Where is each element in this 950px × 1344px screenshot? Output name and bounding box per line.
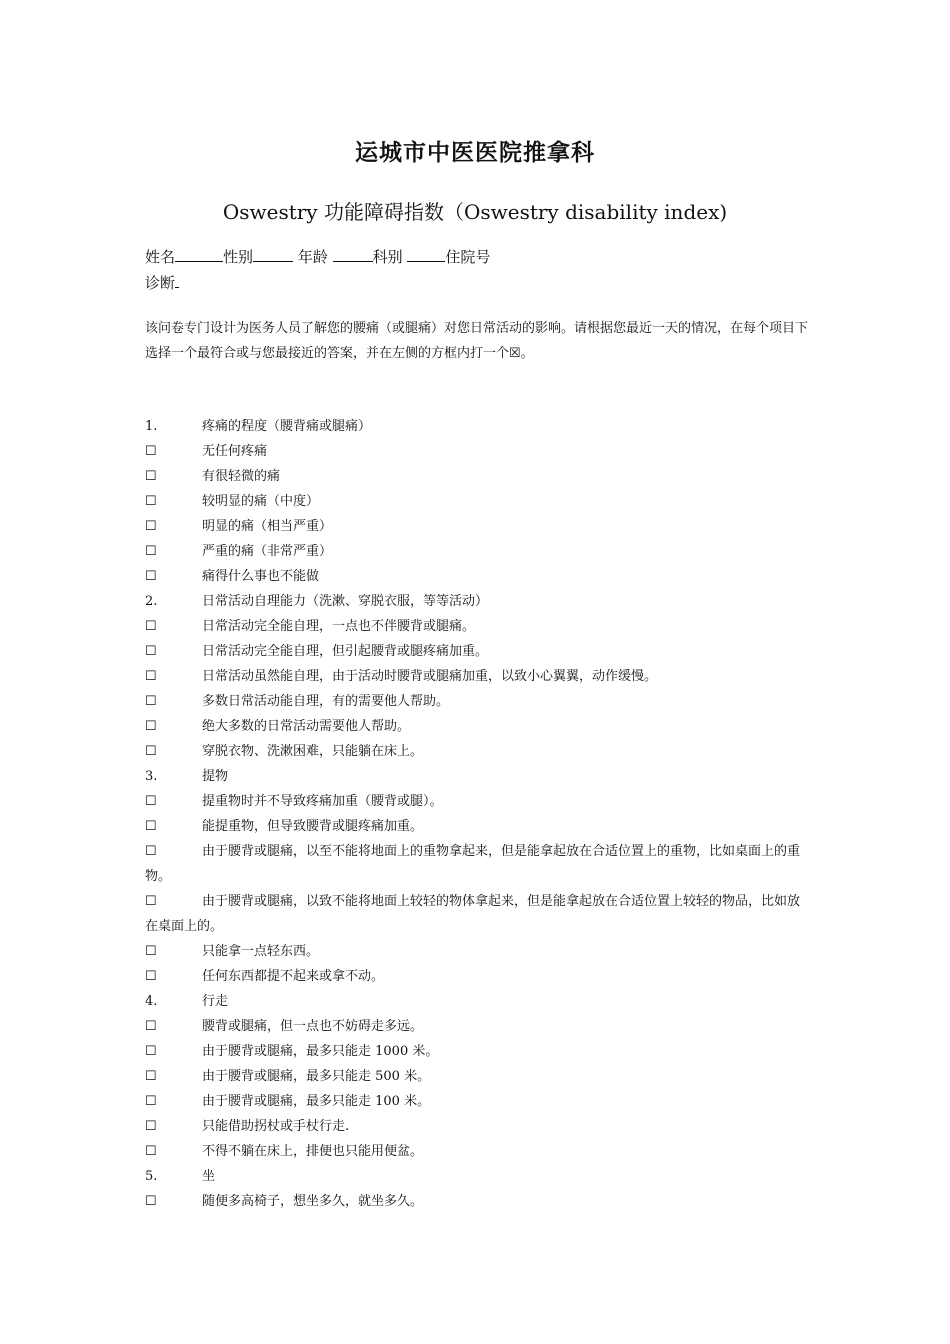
section-title: 日常活动自理能力（洗漱、穿脱衣服，等等活动） bbox=[202, 594, 489, 609]
checkbox-icon[interactable]: ☐ bbox=[145, 669, 157, 684]
question-list bbox=[145, 414, 811, 1214]
checkbox-icon[interactable]: ☐ bbox=[145, 694, 157, 709]
option-label: 明显的痛（相当严重） bbox=[202, 519, 333, 534]
option-item bbox=[145, 664, 811, 689]
option-label: 由于腰背或腿痛，以致不能将地面上较轻的物体拿起来，但是能拿起放在合适位置上较轻的物品，比如放在桌面上的。 bbox=[145, 894, 801, 934]
checkbox-icon[interactable]: ☐ bbox=[145, 544, 157, 559]
option-label: 由于腰背或腿痛，最多只能走 1000 米。 bbox=[202, 1044, 439, 1059]
option-item bbox=[145, 789, 811, 814]
name-blank[interactable] bbox=[175, 247, 223, 262]
diagnosis-blank[interactable] bbox=[175, 273, 179, 288]
option-label: 较明显的痛（中度） bbox=[202, 494, 320, 509]
section-number: 4. bbox=[145, 994, 158, 1009]
gender-blank[interactable] bbox=[253, 247, 293, 262]
checkbox-icon[interactable]: ☐ bbox=[145, 844, 157, 859]
section-heading bbox=[145, 989, 811, 1014]
option-label: 能提重物，但导致腰背或腿疼痛加重。 bbox=[202, 819, 424, 834]
option-item bbox=[145, 1189, 811, 1214]
document-title: 运城市中医医院推拿科 bbox=[355, 139, 595, 166]
name-label: 姓名 bbox=[145, 248, 176, 266]
option-label: 严重的痛（非常严重） bbox=[202, 544, 333, 559]
option-item bbox=[145, 1139, 811, 1164]
option-label: 由于腰背或腿痛，以至不能将地面上的重物拿起来，但是能拿起放在合适位置上的重物，比如桌面上的重物。 bbox=[145, 844, 801, 884]
option-item bbox=[145, 1064, 811, 1089]
option-item bbox=[145, 1014, 811, 1039]
checkbox-icon[interactable]: ☐ bbox=[145, 1069, 157, 1084]
option-item bbox=[145, 1039, 811, 1064]
checkbox-icon[interactable]: ☐ bbox=[145, 1044, 157, 1059]
option-item bbox=[145, 739, 811, 764]
option-label: 无任何疼痛 bbox=[202, 444, 268, 459]
option-label: 由于腰背或腿痛，最多只能走 500 米。 bbox=[202, 1069, 431, 1084]
option-item bbox=[145, 689, 811, 714]
option-item bbox=[145, 539, 811, 564]
checkbox-icon[interactable]: ☐ bbox=[145, 744, 157, 759]
option-label: 日常活动虽然能自理，由于活动时腰背或腿痛加重，以致小心翼翼，动作缓慢。 bbox=[202, 669, 658, 684]
department-label: 科别 bbox=[372, 248, 403, 266]
section-number: 2. bbox=[145, 594, 158, 609]
section-heading bbox=[145, 414, 811, 439]
option-item bbox=[145, 614, 811, 639]
option-item bbox=[145, 714, 811, 739]
checkbox-icon[interactable]: ☐ bbox=[145, 619, 157, 634]
checkbox-icon[interactable]: ☐ bbox=[145, 494, 157, 509]
option-label: 多数日常活动能自理，有的需要他人帮助。 bbox=[202, 694, 450, 709]
option-label: 痛得什么事也不能做 bbox=[202, 569, 320, 584]
document-subtitle: Oswestry 功能障碍指数（Oswestry disability index) bbox=[222, 200, 728, 224]
option-label: 提重物时并不导致疼痛加重（腰背或腿）。 bbox=[202, 794, 443, 809]
option-item bbox=[145, 1089, 811, 1114]
option-label: 由于腰背或腿痛，最多只能走 100 米。 bbox=[202, 1094, 431, 1109]
option-label: 腰背或腿痛，但一点也不妨碍走多远。 bbox=[202, 1019, 424, 1034]
diagnosis-label: 诊断 bbox=[145, 274, 176, 292]
checkbox-icon[interactable]: ☐ bbox=[145, 894, 157, 909]
intro-paragraph: 该问卷专门设计为医务人员了解您的腰痛（或腿痛）对您日常活动的影响。请根据您最近一天的情况，在每个项目下选择一个最符合或与您最接近的答案，并在左侧的方框内打一个☒。 bbox=[145, 321, 809, 361]
option-item bbox=[145, 964, 811, 989]
checkbox-icon[interactable]: ☐ bbox=[145, 1194, 157, 1209]
diagnosis-line bbox=[145, 272, 179, 293]
option-item bbox=[145, 839, 811, 889]
section-number: 1. bbox=[145, 419, 158, 434]
option-item bbox=[145, 1114, 811, 1139]
option-item bbox=[145, 439, 811, 464]
checkbox-icon[interactable]: ☐ bbox=[145, 944, 157, 959]
section-title: 提物 bbox=[202, 769, 229, 784]
checkbox-icon[interactable]: ☐ bbox=[145, 1144, 157, 1159]
option-label: 绝大多数的日常活动需要他人帮助。 bbox=[202, 719, 411, 734]
section-title: 坐 bbox=[202, 1169, 216, 1184]
option-label: 任何东西都提不起来或拿不动。 bbox=[202, 969, 385, 984]
patient-info-line bbox=[145, 246, 490, 267]
option-item bbox=[145, 564, 811, 589]
option-label: 随便多高椅子，想坐多久，就坐多久。 bbox=[202, 1194, 424, 1209]
checkbox-icon[interactable]: ☐ bbox=[145, 819, 157, 834]
checkbox-icon[interactable]: ☐ bbox=[145, 469, 157, 484]
option-item bbox=[145, 889, 811, 939]
section-heading bbox=[145, 1164, 811, 1189]
checkbox-icon[interactable]: ☐ bbox=[145, 444, 157, 459]
section-title: 疼痛的程度（腰背痛或腿痛） bbox=[202, 419, 372, 434]
section-heading bbox=[145, 589, 811, 614]
gender-label: 性别 bbox=[223, 248, 254, 266]
hospital-no-label: 住院号 bbox=[445, 248, 491, 266]
option-item bbox=[145, 939, 811, 964]
section-title: 行走 bbox=[202, 994, 229, 1009]
section-number: 3. bbox=[145, 769, 158, 784]
checkbox-icon[interactable]: ☐ bbox=[145, 1019, 157, 1034]
checkbox-icon[interactable]: ☐ bbox=[145, 519, 157, 534]
option-item bbox=[145, 464, 811, 489]
option-label: 只能借助拐杖或手杖行走. bbox=[202, 1119, 350, 1134]
department-blank[interactable] bbox=[407, 247, 445, 262]
option-label: 只能拿一点轻东西。 bbox=[202, 944, 320, 959]
checkbox-icon[interactable]: ☐ bbox=[145, 719, 157, 734]
age-blank[interactable] bbox=[333, 247, 373, 262]
checkbox-icon[interactable]: ☐ bbox=[145, 794, 157, 809]
option-label: 穿脱衣物、洗漱困难，只能躺在床上。 bbox=[202, 744, 424, 759]
checkbox-icon[interactable]: ☐ bbox=[145, 644, 157, 659]
option-item bbox=[145, 639, 811, 664]
checkbox-icon[interactable]: ☐ bbox=[145, 569, 157, 584]
checkbox-icon[interactable]: ☐ bbox=[145, 1094, 157, 1109]
option-item bbox=[145, 514, 811, 539]
checkbox-icon[interactable]: ☐ bbox=[145, 1119, 157, 1134]
option-label: 日常活动完全能自理，但引起腰背或腿疼痛加重。 bbox=[202, 644, 489, 659]
option-label: 不得不躺在床上，排便也只能用便盆。 bbox=[202, 1144, 424, 1159]
checkbox-icon[interactable]: ☐ bbox=[145, 969, 157, 984]
section-heading bbox=[145, 764, 811, 789]
age-label: 年龄 bbox=[297, 248, 328, 266]
option-item bbox=[145, 814, 811, 839]
option-label: 日常活动完全能自理，一点也不伴腰背或腿痛。 bbox=[202, 619, 476, 634]
option-label: 有很轻微的痛 bbox=[202, 469, 281, 484]
option-item bbox=[145, 489, 811, 514]
section-number: 5. bbox=[145, 1169, 158, 1184]
